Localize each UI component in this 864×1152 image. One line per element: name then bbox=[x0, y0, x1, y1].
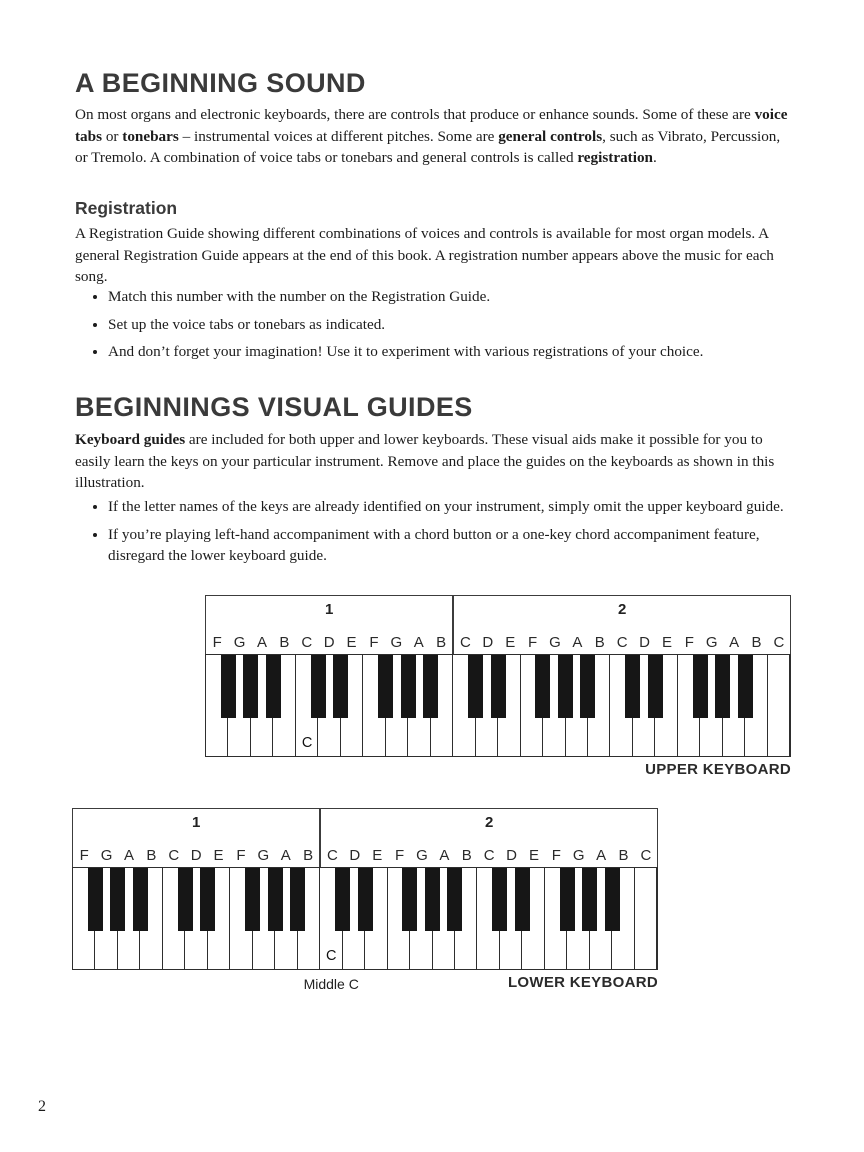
key-letter: E bbox=[213, 847, 224, 864]
black-key bbox=[492, 868, 507, 931]
key-letter-row bbox=[321, 847, 657, 867]
black-key bbox=[358, 868, 373, 931]
visual-guides-bullet-list bbox=[75, 496, 794, 573]
section-number: 2 bbox=[484, 814, 494, 831]
guide-section-box bbox=[72, 808, 320, 868]
keyboard-keys bbox=[205, 654, 791, 757]
key-letter: B bbox=[751, 634, 762, 651]
key-letter: G bbox=[549, 634, 561, 651]
black-key bbox=[200, 868, 215, 931]
black-key bbox=[447, 868, 462, 931]
keyboard-footer bbox=[72, 974, 658, 998]
black-key bbox=[535, 655, 550, 718]
key-letter: G bbox=[257, 847, 270, 864]
black-key bbox=[221, 655, 236, 718]
key-letter: A bbox=[280, 847, 291, 864]
key-letter: B bbox=[594, 634, 605, 651]
key-letter: E bbox=[346, 634, 357, 651]
key-letter: G bbox=[233, 634, 246, 651]
registration-bullet-list bbox=[75, 286, 794, 369]
key-letter-row bbox=[454, 634, 790, 654]
black-key bbox=[110, 868, 125, 931]
key-letter: D bbox=[639, 634, 650, 651]
black-key bbox=[402, 868, 417, 931]
key-letter: A bbox=[256, 634, 267, 651]
black-key bbox=[468, 655, 483, 718]
key-letter: C bbox=[773, 634, 785, 651]
black-key bbox=[558, 655, 573, 718]
key-letter: F bbox=[369, 634, 379, 651]
guide-section-box bbox=[205, 595, 453, 655]
key-letter: C bbox=[640, 847, 652, 864]
black-key bbox=[311, 655, 326, 718]
key-letter: A bbox=[572, 634, 583, 651]
key-letter: B bbox=[461, 847, 472, 864]
keyboard-footer bbox=[205, 761, 791, 785]
black-key bbox=[582, 868, 597, 931]
text-run: or bbox=[102, 127, 123, 145]
bullet-item: • If you’re playing left-hand accompaniment with a chord button or a one-key chord accompaniment feature, disregard the lower keyboard guide. bbox=[108, 524, 794, 567]
black-key bbox=[715, 655, 730, 718]
key-letter: B bbox=[146, 847, 157, 864]
key-letter: D bbox=[506, 847, 517, 864]
key-letter: A bbox=[596, 847, 607, 864]
key-letter: C bbox=[301, 634, 313, 651]
text-run: On most organs and electronic keyboards, there are controls that produce or enhance sounds. Some of these are bbox=[75, 106, 755, 123]
black-key bbox=[178, 868, 193, 931]
text-run-bold: registration bbox=[577, 149, 653, 166]
key-letter: A bbox=[729, 634, 740, 651]
registration-paragraph: A Registration Guide showing different combinations of voices and controls is available for most organ models. A general Registration Guide appears at the end of this book. A registration number appears above the music for each song. bbox=[75, 225, 774, 285]
keyboard-guide-header bbox=[72, 808, 658, 868]
section-number: 1 bbox=[324, 601, 334, 618]
black-key bbox=[560, 868, 575, 931]
key-letter: D bbox=[482, 634, 494, 651]
lower-keyboard-diagram bbox=[72, 808, 658, 998]
c-key-label: C bbox=[326, 948, 337, 964]
black-key bbox=[401, 655, 416, 718]
middle-c-caption: Middle C bbox=[303, 976, 359, 992]
key-letter: F bbox=[528, 634, 538, 651]
keyboard-keys bbox=[72, 867, 658, 970]
key-letter: E bbox=[661, 634, 672, 651]
black-key bbox=[625, 655, 640, 718]
white-key-c bbox=[635, 868, 657, 969]
black-key bbox=[738, 655, 753, 718]
text-run-bold: general controls bbox=[498, 127, 603, 145]
guide-section-box bbox=[320, 808, 658, 868]
section-number: 1 bbox=[191, 814, 201, 831]
key-letter: C bbox=[460, 634, 471, 651]
key-letter: F bbox=[684, 634, 694, 651]
text-run: are included for both upper and lower keyboards. These visual aids make it possible for you to easily learn the keys on your particular instrument. Remove and place the guides on the keyboards as shown in this illustration. bbox=[75, 431, 775, 491]
text-run: – instrumental voices at different pitches. Some are bbox=[178, 127, 499, 145]
key-letter: G bbox=[100, 847, 113, 864]
key-letter: A bbox=[439, 847, 450, 864]
key-letter: E bbox=[372, 847, 383, 864]
black-key bbox=[648, 655, 663, 718]
key-letter: C bbox=[616, 634, 628, 651]
black-key bbox=[580, 655, 595, 718]
black-key bbox=[335, 868, 350, 931]
key-letter: F bbox=[212, 634, 222, 651]
text-run: , such as Vibrato, Percussion, or Tremolo. A combination of voice tabs or tonebars and general controls is called bbox=[75, 127, 781, 166]
section-number: 2 bbox=[617, 601, 627, 618]
text-run-bold: voice tabs bbox=[75, 106, 788, 145]
key-letter: B bbox=[279, 634, 290, 651]
guide-section-box bbox=[453, 595, 791, 655]
text-run-bold: tonebars bbox=[122, 127, 179, 145]
key-letter: G bbox=[416, 847, 428, 864]
black-key bbox=[425, 868, 440, 931]
key-letter: D bbox=[349, 847, 361, 864]
keyboard-name-label: UPPER KEYBOARD bbox=[645, 761, 791, 778]
black-key bbox=[133, 868, 148, 931]
key-letter: G bbox=[390, 634, 403, 651]
key-letter: C bbox=[168, 847, 180, 864]
key-letter: A bbox=[123, 847, 134, 864]
bullet-item: • And don’t forget your imagination! Use it to experiment with various registrations of your choice. bbox=[108, 341, 794, 363]
white-key-c bbox=[768, 655, 790, 756]
page-title-beginnings-visual-guides: BEGINNINGS VISUAL GUIDES bbox=[75, 392, 473, 422]
text-run-bold: Keyboard guides bbox=[75, 431, 186, 448]
key-letter: G bbox=[572, 847, 585, 864]
bullet-item: • Set up the voice tabs or tonebars as indicated. bbox=[108, 314, 794, 336]
bullet-item: • If the letter names of the keys are already identified on your instrument, simply omit the upper keyboard guide. bbox=[108, 496, 794, 518]
black-key bbox=[268, 868, 283, 931]
black-key bbox=[290, 868, 305, 931]
black-key bbox=[693, 655, 708, 718]
page-number: 2 bbox=[38, 1098, 46, 1115]
intro-paragraph bbox=[75, 104, 794, 169]
black-key bbox=[378, 655, 393, 718]
text-run: . bbox=[653, 149, 657, 166]
key-letter: C bbox=[327, 847, 338, 864]
key-letter: B bbox=[436, 634, 447, 651]
key-letter: D bbox=[190, 847, 202, 864]
key-letter: E bbox=[505, 634, 516, 651]
black-key bbox=[266, 655, 281, 718]
key-letter: B bbox=[618, 847, 629, 864]
page-title-a-beginning-sound: A BEGINNING SOUND bbox=[75, 68, 366, 98]
key-letter: F bbox=[395, 847, 405, 864]
key-letter: E bbox=[528, 847, 539, 864]
key-letter: F bbox=[551, 847, 561, 864]
black-key bbox=[423, 655, 438, 718]
key-letter: D bbox=[323, 634, 335, 651]
key-letter-row bbox=[206, 634, 452, 654]
key-letter: G bbox=[705, 634, 718, 651]
key-letter: B bbox=[303, 847, 314, 864]
upper-keyboard-diagram bbox=[205, 595, 791, 785]
key-letter-row bbox=[73, 847, 319, 867]
black-key bbox=[245, 868, 260, 931]
key-letter: A bbox=[413, 634, 424, 651]
black-key bbox=[605, 868, 620, 931]
visual-guides-paragraph bbox=[75, 429, 794, 494]
black-key bbox=[491, 655, 506, 718]
key-letter: F bbox=[236, 847, 246, 864]
key-letter: F bbox=[79, 847, 89, 864]
black-key bbox=[333, 655, 348, 718]
keyboard-name-label: LOWER KEYBOARD bbox=[507, 974, 658, 991]
keyboard-guide-header bbox=[205, 595, 791, 655]
black-key bbox=[243, 655, 258, 718]
c-key-label: C bbox=[301, 735, 313, 751]
black-key bbox=[88, 868, 103, 931]
registration-heading: Registration bbox=[75, 198, 178, 218]
key-letter: C bbox=[483, 847, 495, 864]
black-key bbox=[515, 868, 530, 931]
bullet-item: • Match this number with the number on the Registration Guide. bbox=[108, 286, 794, 308]
